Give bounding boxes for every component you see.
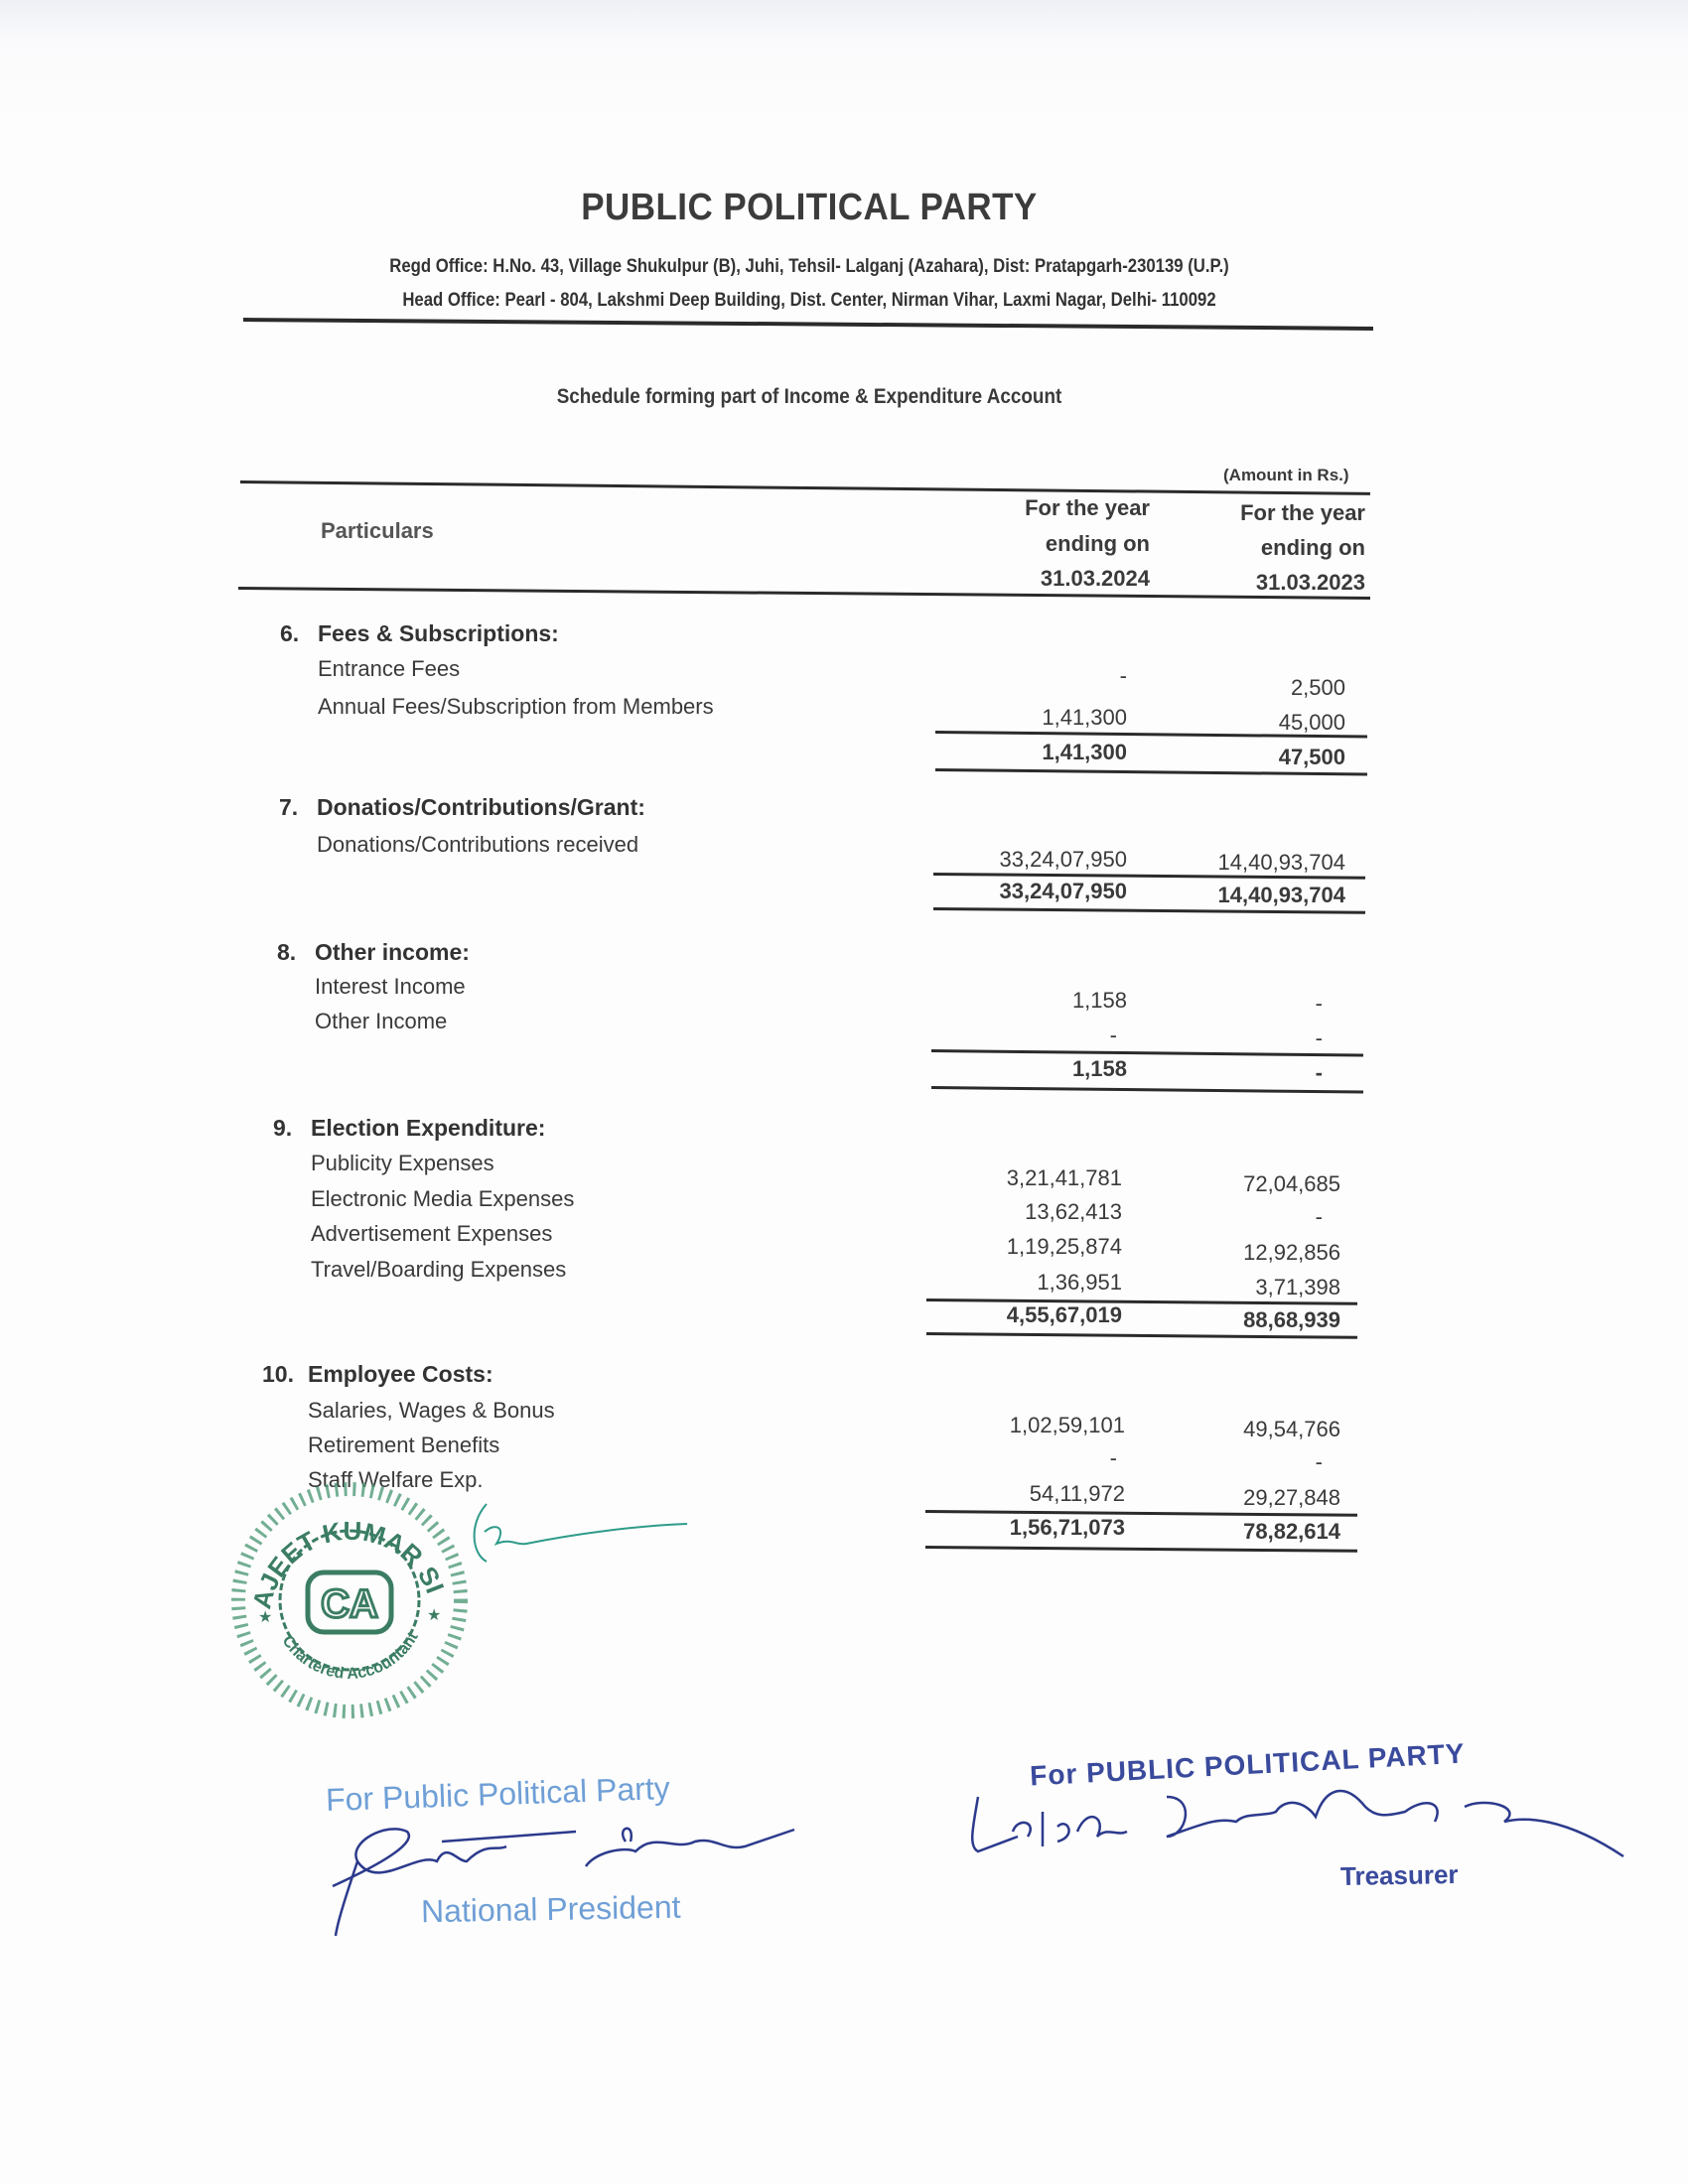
star-icon: ★ xyxy=(258,1609,273,1626)
table-top-rule xyxy=(240,480,1370,495)
ca-stamp xyxy=(230,1481,469,1719)
col-2024-header-line1: For the year xyxy=(1025,495,1150,520)
total-2023: 47,500 xyxy=(1278,745,1345,769)
col-2023-header-line1: For the year xyxy=(1240,500,1365,525)
section-number: 8. xyxy=(277,939,297,965)
value-2023: - xyxy=(1315,1204,1323,1229)
total-2023: - xyxy=(1315,1060,1323,1085)
value-2023: - xyxy=(1315,991,1323,1016)
total-2024: 1,56,71,073 xyxy=(1009,1515,1125,1540)
value-2024: - xyxy=(1119,663,1127,688)
value-2024: 1,36,951 xyxy=(1037,1270,1122,1295)
left-signatory-role: National President xyxy=(420,1888,681,1930)
col-2024-header-line3: 31.03.2024 xyxy=(1040,566,1150,591)
section-number: 9. xyxy=(273,1115,293,1141)
value-2023: 45,000 xyxy=(1278,710,1345,735)
total-2024: 4,55,67,019 xyxy=(1006,1302,1122,1327)
line-item-label: Retirement Benefits xyxy=(308,1433,500,1457)
right-signatory-role: Treasurer xyxy=(1339,1858,1459,1892)
amount-note: (Amount in Rs.) xyxy=(1223,466,1349,484)
section-number: 10. xyxy=(262,1361,294,1387)
total-2024: 33,24,07,950 xyxy=(999,879,1127,903)
value-2024: 1,02,59,101 xyxy=(1009,1413,1125,1437)
value-2024: 54,11,972 xyxy=(1029,1481,1125,1506)
line-item-label: Electronic Media Expenses xyxy=(311,1186,575,1211)
section-heading: Employee Costs: xyxy=(308,1361,493,1387)
total-rule xyxy=(931,1086,1363,1094)
value-2024: - xyxy=(1109,1023,1117,1047)
value-2023: 49,54,766 xyxy=(1243,1417,1340,1441)
treasurer-signature xyxy=(968,1777,1643,1876)
value-2023: 29,27,848 xyxy=(1243,1485,1340,1510)
value-2024: - xyxy=(1109,1445,1117,1470)
total-rule xyxy=(926,1332,1357,1339)
col-2023-header-line3: 31.03.2023 xyxy=(1255,570,1365,595)
total-2024: 1,158 xyxy=(1071,1056,1127,1081)
value-2023: 14,40,93,704 xyxy=(1217,850,1345,875)
section-number: 6. xyxy=(280,620,300,646)
value-2024: 33,24,07,950 xyxy=(999,847,1127,872)
schedule-title: Schedule forming part of Income & Expenditure Account xyxy=(556,385,1062,408)
header-rule xyxy=(243,318,1373,331)
section-heading: Election Expenditure: xyxy=(311,1115,546,1141)
value-2023: 12,92,856 xyxy=(1243,1240,1340,1265)
value-2024: 1,158 xyxy=(1071,988,1127,1013)
svg-text:Chartered Accountant xyxy=(279,1629,423,1683)
particulars-header: Particulars xyxy=(321,518,434,543)
line-item-label: Annual Fees/Subscription from Members xyxy=(318,694,714,719)
total-2024: 1,41,300 xyxy=(1042,740,1127,764)
value-2023: - xyxy=(1315,1025,1323,1050)
regd-office-address: Regd Office: H.No. 43, Village Shukulpur (B), Juhi, Tehsil- Lalganj (Azahara), Dist: Pratapgarh-230139 (U.P.) xyxy=(389,256,1229,277)
line-item-label: Staff Welfare Exp. xyxy=(308,1467,484,1492)
head-office-address: Head Office: Pearl - 804, Lakshmi Deep Building, Dist. Center, Nirman Vihar, Laxmi Nagar, Delhi- 110092 xyxy=(402,290,1216,311)
total-2023: 88,68,939 xyxy=(1243,1307,1340,1332)
line-item-label: Donations/Contributions received xyxy=(317,832,639,857)
line-item-label: Salaries, Wages & Bonus xyxy=(308,1398,555,1423)
value-2024: 3,21,41,781 xyxy=(1006,1165,1122,1190)
line-item-label: Publicity Expenses xyxy=(311,1151,494,1175)
line-item-label: Other Income xyxy=(315,1009,448,1033)
value-2023: - xyxy=(1315,1449,1323,1474)
section-heading: Fees & Subscriptions: xyxy=(318,620,559,646)
auditor-signature xyxy=(457,1494,695,1573)
value-2024: 1,41,300 xyxy=(1042,705,1127,730)
value-2023: 3,71,398 xyxy=(1255,1275,1340,1299)
line-item-label: Travel/Boarding Expenses xyxy=(311,1257,567,1282)
line-item-label: Entrance Fees xyxy=(318,656,461,681)
col-2024-header-line2: ending on xyxy=(1045,531,1150,556)
left-signatory-org: For Public Political Party xyxy=(325,1769,671,1819)
total-2023: 14,40,93,704 xyxy=(1217,883,1345,907)
total-2023: 78,82,614 xyxy=(1243,1519,1340,1544)
section-number: 7. xyxy=(279,794,299,820)
line-item-label: Interest Income xyxy=(315,974,466,999)
value-2024: 1,19,25,874 xyxy=(1006,1234,1122,1259)
ca-emblem: CA xyxy=(321,1582,378,1626)
section-heading: Donatios/Contributions/Grant: xyxy=(317,794,645,820)
value-2023: 72,04,685 xyxy=(1243,1171,1340,1196)
right-signatory-org: For PUBLIC POLITICAL PARTY xyxy=(1029,1737,1467,1792)
party-title: PUBLIC POLITICAL PARTY xyxy=(581,187,1038,228)
section-heading: Other income: xyxy=(315,939,470,965)
line-item-label: Advertisement Expenses xyxy=(311,1221,553,1246)
star-icon: ★ xyxy=(427,1607,442,1624)
value-2023: 2,500 xyxy=(1290,675,1345,700)
col-2023-header-line2: ending on xyxy=(1260,535,1365,560)
stamp-name: AJEET KUMAR SI xyxy=(246,1515,451,1612)
value-2024: 13,62,413 xyxy=(1025,1199,1122,1224)
total-rule xyxy=(925,1546,1357,1553)
total-rule xyxy=(933,907,1365,914)
stamp-designation: Chartered Accountant xyxy=(278,1629,422,1683)
